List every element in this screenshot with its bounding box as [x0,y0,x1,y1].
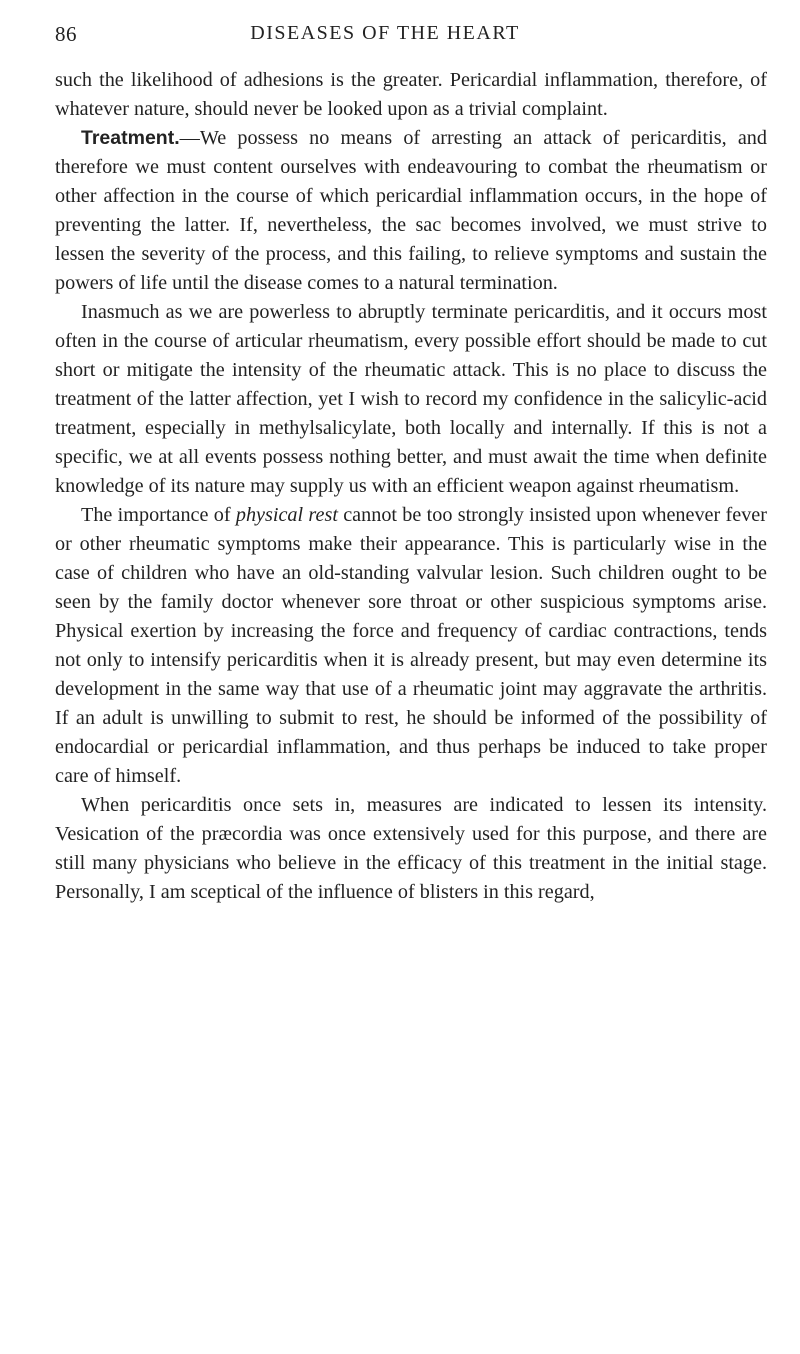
paragraph-treatment-text: —We possess no means of arresting an attack of pericarditis, and therefore we must content ourselves with endeavouring to combat the rheumatism or other affection in the course of which pericardial inflammation occurs, in the hope of preventing the latter. If, nevertheless, the sac becomes involved, we must strive to lessen the severity of the process, and this failing, to relieve symptoms and sustain the powers of life until the disease comes to a natural termination. [55,127,767,294]
paragraph-physical-rest-lead: The importance of [81,504,236,526]
section-heading-treatment: Treatment. [81,127,180,149]
body-text [55,66,767,907]
paragraph-vesication: When pericarditis once sets in, measures are indicated to lessen its intensity. Vesication of the præcordia was once extensively used for this purpose, and there are still many physicians who believe in the efficacy of this treatment in the initial stage. Personally, I am sceptical of the influence of blisters in this regard, [55,794,767,903]
page-header [55,22,755,50]
page-number: 86 [55,22,77,46]
running-head: DISEASES OF THE HEART [250,22,520,44]
paragraph-rheumatism: Inasmuch as we are powerless to abruptly terminate pericarditis, and it occurs most often in the course of articular rheumatism, every possible effort should be made to cut short or mitigate the intensity of the rheumatic attack. This is no place to discuss the treatment of the latter affection, yet I wish to record my confidence in the salicylic-acid treatment, especially in methylsalicylate, both locally and internally. If this is not a specific, we at all events possess nothing better, and must await the time when definite knowledge of its nature may supply us with an efficient weapon against rheumatism. [55,301,767,497]
paragraph-physical-rest-text: cannot be too strongly insisted upon whenever fever or other rheumatic symptoms make their appearance. This is particularly wise in the case of children who have an old-standing valvular lesion. Such children ought to be seen by the family doctor whenever sore throat or other suspicious symptoms arise. Physical exertion by increasing the force and frequency of cardiac contractions, tends not only to intensify pericarditis when it is already present, but may even determine its development in the same way that use of a rheumatic joint may aggravate the arthritis. If an adult is unwilling to submit to rest, he should be informed of the possibility of endocardial or pericardial inflammation, and thus perhaps be induced to take proper care of himself. [55,504,767,787]
paragraph-treatment [55,124,767,298]
paragraph-physical-rest [55,501,767,791]
emphasis-physical-rest: physical rest [235,504,338,526]
paragraph-continued: such the likelihood of adhesions is the greater. Pericardial inflammation, therefore, of whatever nature, should never be looked upon as a trivial complaint. [55,69,767,120]
